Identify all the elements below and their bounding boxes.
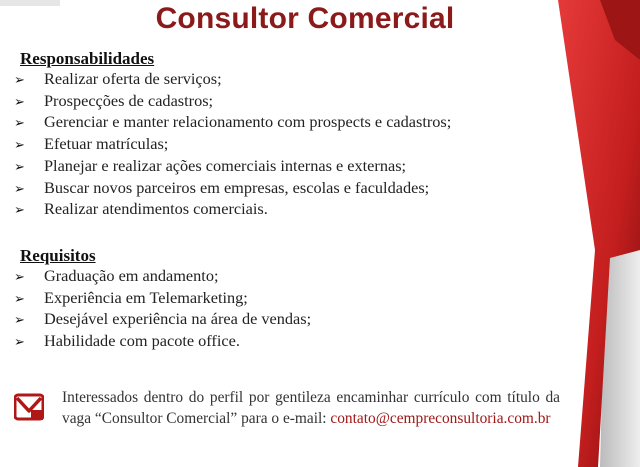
arrowhead-bullet-icon: ➢ [14,335,25,351]
list-item-text: Graduação em andamento; [44,266,219,285]
list-item-text: Buscar novos parceiros em empresas, escolas e faculdades; [44,177,430,197]
list-item-text: Prospecções de cadastros; [44,90,214,110]
list-item-text: Realizar atendimentos comerciais. [44,199,268,219]
list-item [14,69,451,91]
list-item-text: Efetuar matrículas; [44,134,169,154]
list-item [14,266,311,288]
list-item [14,178,451,200]
contact-paragraph [62,387,560,429]
list-item-text: Experiência em Telemarketing; [44,287,248,307]
list-item-text: Gerenciar e manter relacionamento com prospects e cadastros; [44,112,452,132]
list-item [14,288,311,310]
arrowhead-bullet-icon: ➢ [14,94,25,110]
arrowhead-bullet-icon: ➢ [14,291,25,307]
requirements-heading: Requisitos [20,246,96,265]
contact-email-link[interactable]: contato@cempreconsultoria.com.br [330,410,551,427]
arrowhead-bullet-icon: ➢ [14,159,25,175]
page-title: Consultor Comercial [155,2,455,35]
list-item-text: Habilidade com pacote office. [44,331,240,351]
list-item [14,156,451,178]
list-item-text: Planejar e realizar ações comerciais internas e externas; [44,155,407,175]
responsibilities-heading: Responsabilidades [20,49,155,68]
list-item [14,331,311,353]
list-item-text: Desejável experiência na área de vendas; [44,309,312,329]
requirements-list [14,266,311,353]
arrowhead-bullet-icon: ➢ [14,73,25,88]
list-item-text: Realizar oferta de serviços; [44,69,222,88]
contact-text: Interessados dentro do perfil por gentileza encaminhar currículo com título da vaga “Consultor Comercial” para o e-mail: [62,389,560,427]
arrowhead-bullet-icon: ➢ [14,270,25,285]
arrowhead-bullet-icon: ➢ [14,203,25,219]
list-item [14,112,451,134]
arrowhead-bullet-icon: ➢ [14,313,25,329]
list-item [14,309,311,331]
arrowhead-bullet-icon: ➢ [14,138,25,154]
arrowhead-bullet-icon: ➢ [14,181,25,197]
list-item [14,199,451,221]
arrowhead-bullet-icon: ➢ [14,116,25,132]
mail-envelope-icon [14,392,44,422]
responsibilities-list [14,69,451,221]
list-item [14,91,451,113]
list-item [14,134,451,156]
